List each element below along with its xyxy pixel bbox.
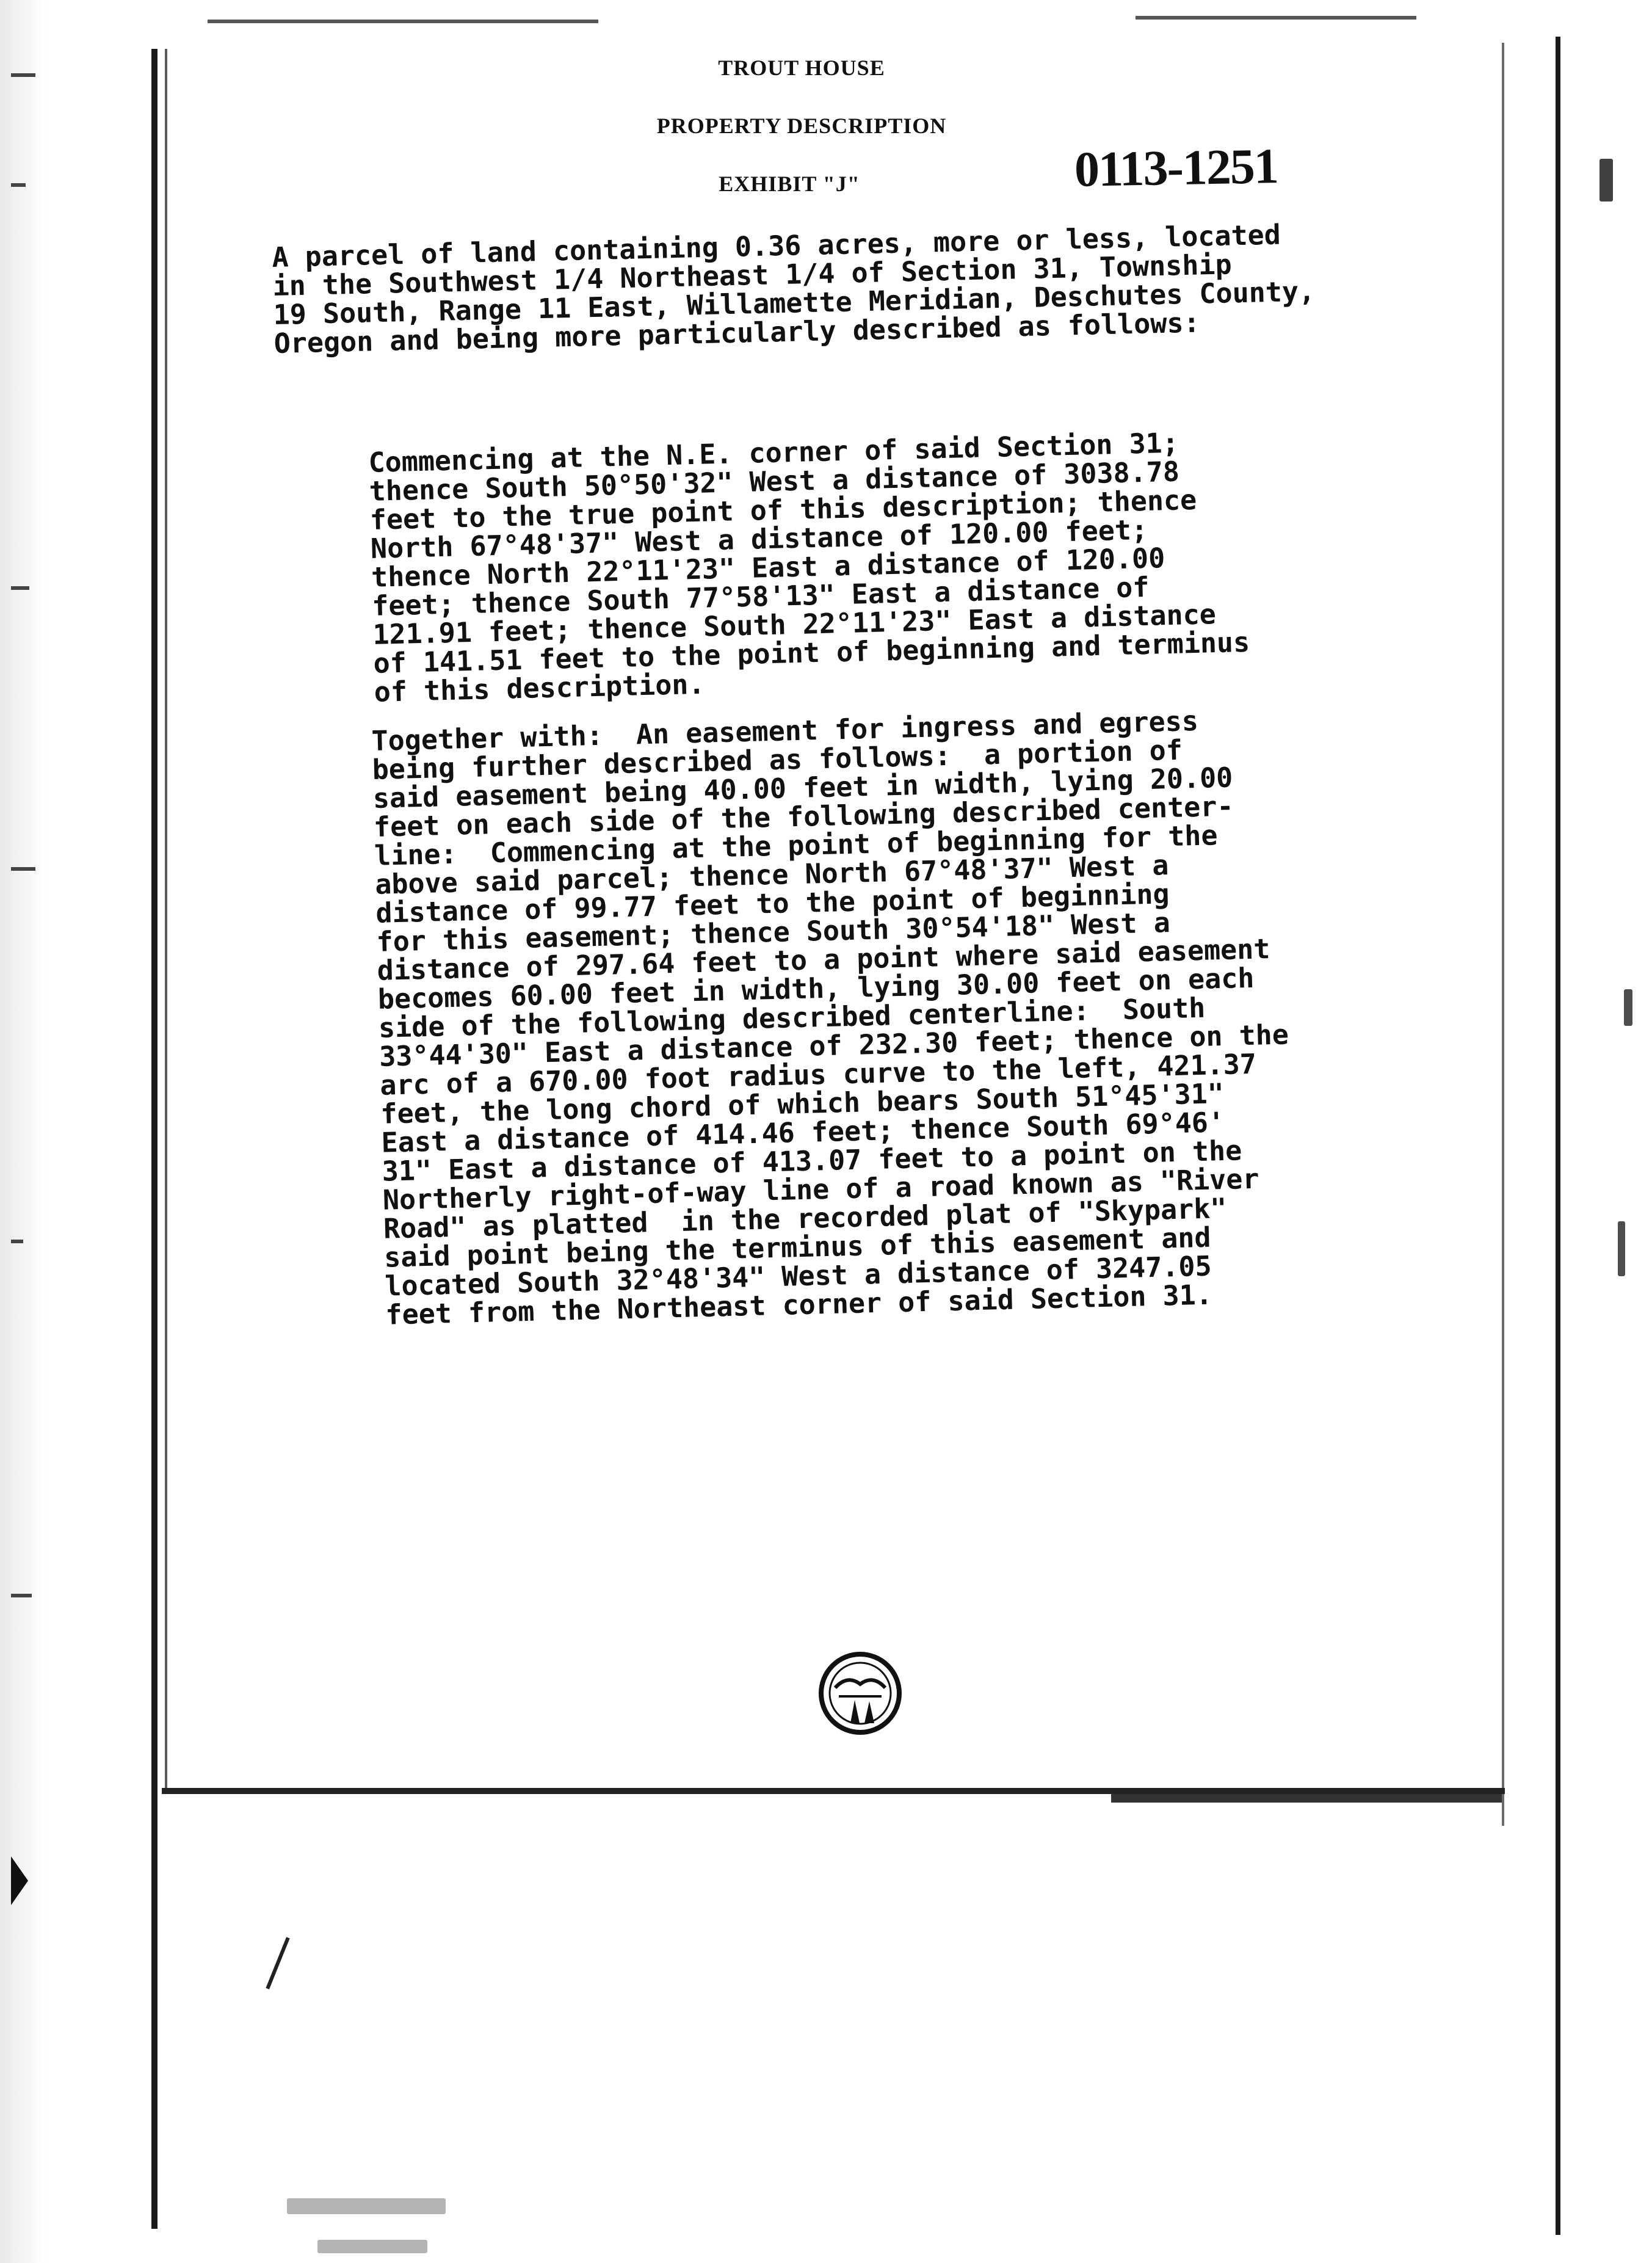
scan-smudge [1618,1221,1625,1276]
frame-top-rule [1136,16,1416,20]
parcel-intro-paragraph: A parcel of land containing 0.36 acres, more or less, located in the Southwest 1/4 Northeast 1/4 of Section 31, Township 19 South, Range 11 East, Willamette Meridian, Deschutes County, Oregon and being more particularly described as follows: [271,218,1316,360]
frame-left-inner-rule [165,49,167,1789]
frame-left-rule [151,49,158,2229]
frame-bottom-rule [1111,1794,1502,1803]
document-subtitle: PROPERTY DESCRIPTION [656,114,947,138]
exhibit-label: EXHIBIT "J" [719,172,860,196]
parcel-description-paragraph: Commencing at the N.E. corner of said Section 31; thence South 50°50'32" West a distance of 3038.78 feet to the true point of this description; thence North 67°48'37" West a distance of 120.00 feet; thence North 22°11'23" East a distance of 120.00 feet; thence South 77°58'13" East a distance of 121.91 feet; thence South 22°11'23" East a distance of 141.51 feet to the point of beginning and terminus of this description. [368,426,1250,708]
frame-bottom-rule [162,1788,1505,1794]
scan-edge-left [0,0,46,2263]
pen-mark [266,1937,289,1989]
frame-right-rule [1556,37,1560,2235]
document-number: 0113-1251 [1074,138,1278,197]
document-title: TROUT HOUSE [718,56,885,80]
county-seal-icon [817,1650,904,1737]
scan-smudge [317,2240,427,2253]
scan-mark [11,1240,23,1243]
scan-smudge [1624,989,1632,1026]
easement-description-paragraph: Together with: An easement for ingress and egress being further described as follows: a portion of said easement being 40.00 feet in width, lying 20.00 feet on each side of the following described center- line: Commencing at the point of beginning for the above said parcel; thence North 67°48'37" West a distance of 99.77 feet to the point of beginning for this easement; thence South 30°54'18" West a distance of 297.64 feet to a point where said easement becomes 60.00 feet in width, lying 30.00 feet on each side of the following described centerline: South 33°44'30" East a distance of 232.30 feet; thence on the arc of a 670.00 foot radius curve to the left, 421.37 feet, the long chord of which bears South 51°45'31" East a distance of 414.46 feet; thence South 69°46' 31" East a distance of 413.07 feet to a point on the Northerly right-of-way line of a road known as "River Road" as platted in the recorded plat of "Skypark" said point being the terminus of this easement and located South 32°48'34" West a distance of 3247.05 feet from the Northeast corner of said Section 31. [371,704,1289,1331]
frame-top-rule [208,20,598,23]
scan-mark [11,586,29,590]
scan-mark [11,1594,32,1597]
frame-right-inner-rule [1502,43,1504,1826]
scan-smudge [287,2198,446,2214]
scan-mark [11,867,35,871]
